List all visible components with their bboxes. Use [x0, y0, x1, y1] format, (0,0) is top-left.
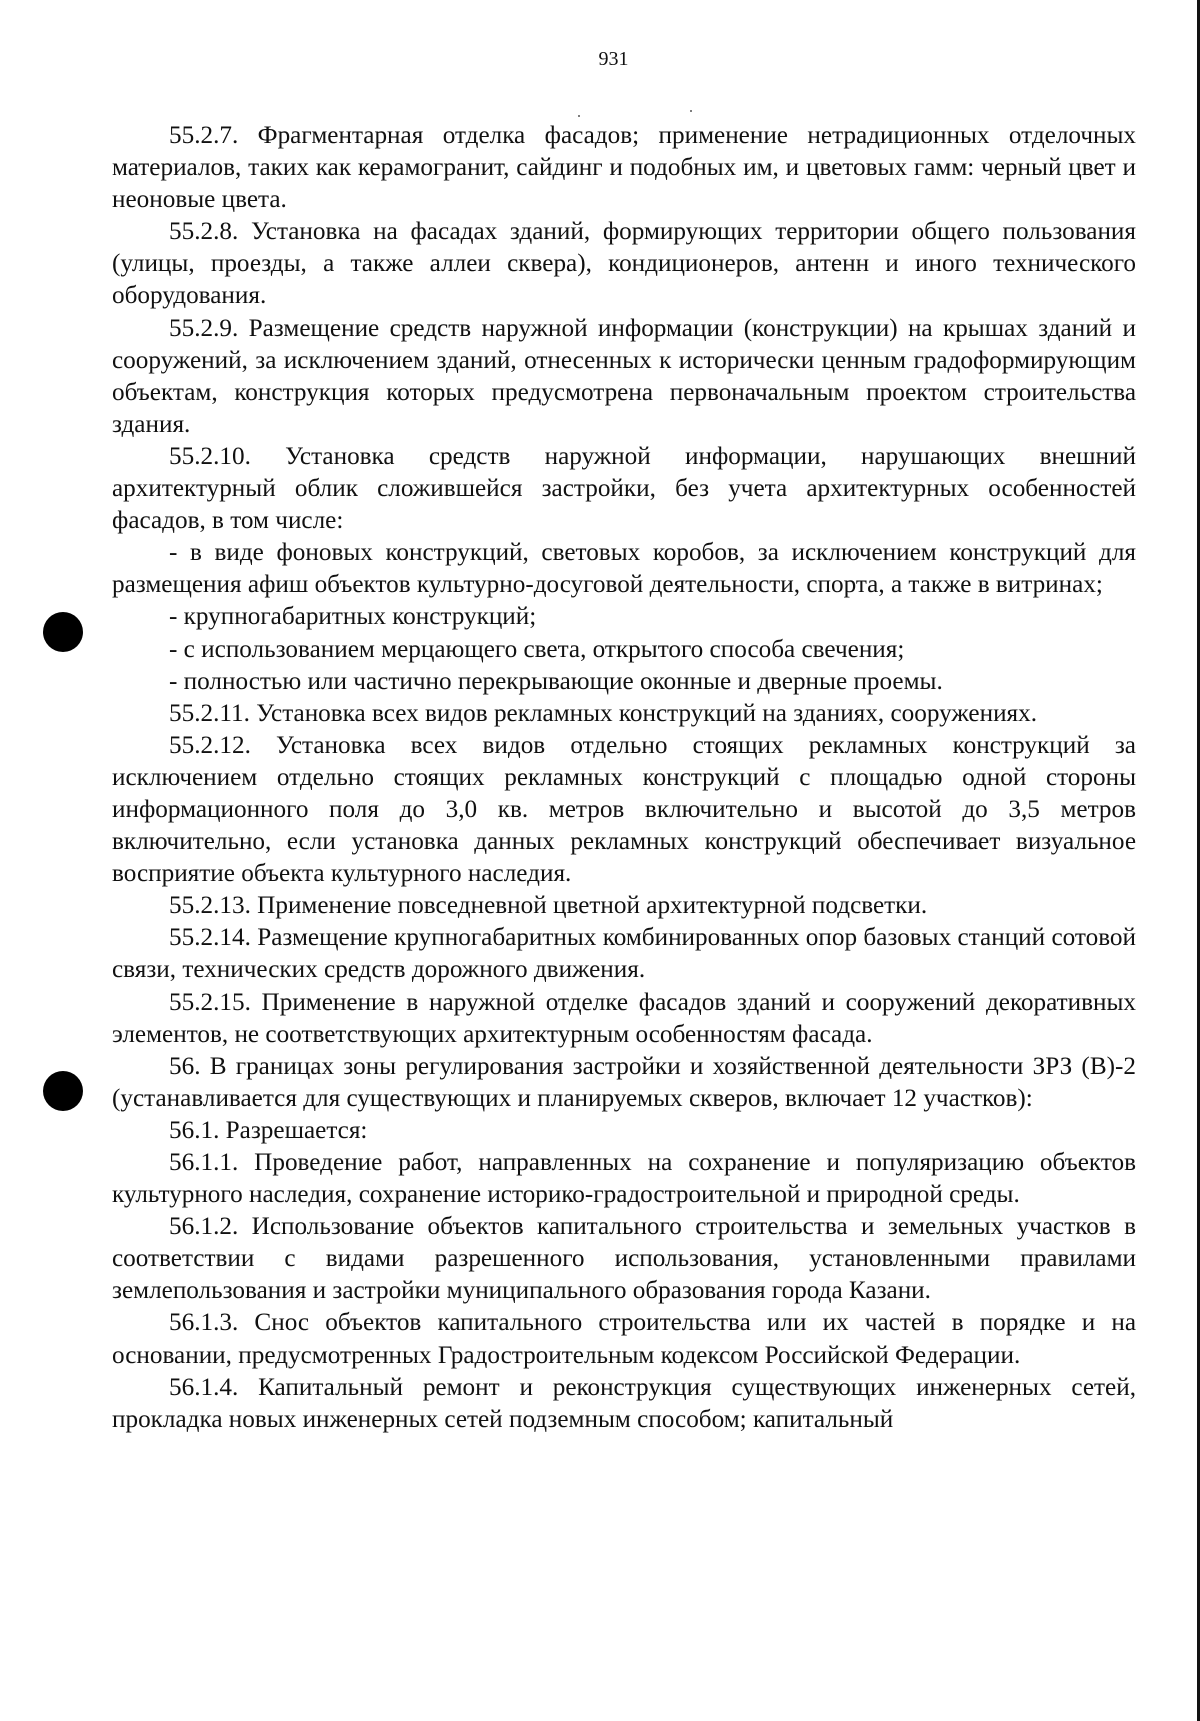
paragraph-55-2-14: 55.2.14. Размещение крупногабаритных комбинированных опор базовых станций сотовой связи, технических средств дорожного движения. [112, 924, 1136, 984]
paragraph-55-2-10: 55.2.10. Установка средств наружной информации, нарушающих внешний архитектурный облик сложившейся застройки, без учета архитектурных особенностей фасадов, в том числе: [112, 442, 1136, 535]
document-body [112, 120, 1136, 1436]
paragraph-55-2-12: 55.2.12. Установка всех видов отдельно стоящих рекламных конструкций за исключением отдельно стоящих рекламных конструкций с площадью одной стороны информационного поля до 3,0 кв. метров включительно и высотой до 3,5 метров включительно, если установка данных рекламных конструкций обеспечивает визуальное восприятие объекта культурного наследия. [112, 731, 1136, 888]
binder-hole [43, 1071, 83, 1111]
paragraph-56-1-4: 56.1.4. Капитальный ремонт и реконструкция существующих инженерных сетей, прокладка новых инженерных сетей подземным способом; капитальный [112, 1373, 1136, 1433]
page-number: 931 [598, 48, 629, 70]
list-item-background-constructions: - в виде фоновых конструкций, световых коробов, за исключением конструкций для размещения афиш объектов культурно-досуговой деятельности, спорта, а также в витринах; [112, 539, 1136, 599]
paragraph-56: 56. В границах зоны регулирования застройки и хозяйственной деятельности ЗРЗ (В)-2 (устанавливается для существующих и планируемых скверов, включает 12 участков): [112, 1052, 1136, 1112]
paragraph-56-1: 56.1. Разрешается: [169, 1116, 368, 1144]
list-item-large-constructions: - крупногабаритных конструкций; [169, 603, 537, 631]
paragraph-55-2-8: 55.2.8. Установка на фасадах зданий, формирующих территории общего пользования (улицы, проезды, а также аллеи сквера), кондиционеров, антенн и иного технического оборудования. [112, 218, 1136, 310]
paragraph-55-2-9: 55.2.9. Размещение средств наружной информации (конструкции) на крышах зданий и сооружений, за исключением зданий, отнесенных к исторически ценным градоформирующим объектам, конструкция которых предусмотрена первоначальным проектом строительства здания. [112, 314, 1136, 438]
paragraph-55-2-7: 55.2.7. Фрагментарная отделка фасадов; применение нетрадиционных отделочных материалов, таких как керамогранит, сайдинг и подобных им, и цветовых гамм: черный цвет и неоновые цвета. [112, 122, 1136, 214]
list-item-flickering-light: - с использованием мерцающего света, открытого способа свечения; [169, 635, 905, 663]
binder-hole [43, 612, 83, 652]
paragraph-56-1-2: 56.1.2. Использование объектов капитального строительства и земельных участков в соответствии с видами разрешенного использования, установленными правилами землепользования и застройки муниципального образования города Казани. [112, 1213, 1136, 1305]
paragraph-55-2-15: 55.2.15. Применение в наружной отделке фасадов зданий и сооружений декоративных элементов, не соответствующих архитектурным особенностям фасада. [112, 988, 1136, 1048]
scan-speck [578, 115, 580, 117]
list-item-covering-openings: - полностью или частично перекрывающие оконные и дверные проемы. [169, 667, 943, 695]
paragraph-56-1-3: 56.1.3. Снос объектов капитального строительства или их частей в порядке и на основании, предусмотренных Градостроительным кодексом Российской Федерации. [112, 1309, 1136, 1369]
paragraph-55-2-13: 55.2.13. Применение повседневной цветной архитектурной подсветки. [169, 892, 928, 920]
paragraph-55-2-11: 55.2.11. Установка всех видов рекламных конструкций на зданиях, сооружениях. [169, 699, 1038, 727]
paragraph-56-1-1: 56.1.1. Проведение работ, направленных на сохранение и популяризацию объектов культурного наследия, сохранение историко-градостроительной и природной среды. [112, 1149, 1136, 1209]
scan-speck [690, 110, 692, 112]
